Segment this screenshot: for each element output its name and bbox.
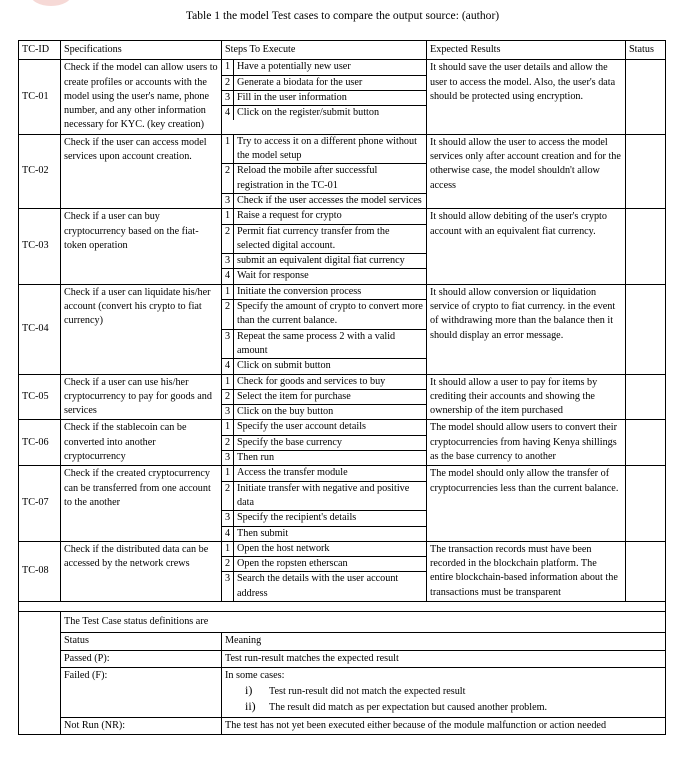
step-number: 3 xyxy=(222,511,234,526)
step-number: 1 xyxy=(222,285,234,300)
failed-intro: In some cases: xyxy=(225,669,285,681)
step-text: Access the transfer module xyxy=(234,466,427,481)
test-case-expected-result: It should allow a user to pay for items by crediting their accounts and showing the ownership of the item purchased xyxy=(427,374,626,420)
step-row xyxy=(222,481,426,511)
step-number: 2 xyxy=(222,481,234,511)
legend-cell xyxy=(61,611,666,734)
roman-numeral: ii) xyxy=(245,699,256,714)
test-case-status xyxy=(626,466,666,541)
step-text: Initiate the conversion process xyxy=(234,285,427,300)
step-row xyxy=(222,135,426,164)
header-expected-results: Expected Results xyxy=(427,41,626,60)
step-text: Specify the amount of crypto to convert more than the current balance. xyxy=(234,300,427,330)
step-text: Open the ropsten etherscan xyxy=(234,557,427,572)
step-row xyxy=(222,451,426,466)
step-text: Check if the user accesses the model services xyxy=(237,194,422,206)
steps-list xyxy=(222,60,426,120)
step-row xyxy=(222,375,426,390)
test-case-steps xyxy=(222,466,427,541)
spacer-row xyxy=(19,601,666,611)
step-number: 3 xyxy=(222,329,234,359)
test-case-id: TC-03 xyxy=(19,209,61,284)
step-text: Generate a biodata for the user xyxy=(234,75,427,90)
step-row xyxy=(222,420,426,435)
test-case-id: TC-02 xyxy=(19,134,61,208)
legend-row xyxy=(19,611,666,734)
step-row xyxy=(222,224,426,254)
test-case-steps xyxy=(222,541,427,601)
status-header-row xyxy=(61,633,665,650)
step-text: Have a potentially new user xyxy=(234,60,427,75)
step-number: 1 xyxy=(222,209,234,224)
test-case-status xyxy=(626,374,666,420)
steps-list xyxy=(222,135,426,208)
step-number: 3 xyxy=(222,451,234,466)
header-steps: Steps To Execute xyxy=(222,41,427,60)
step-row xyxy=(222,329,426,359)
status-row-passed xyxy=(61,650,665,667)
table-header-row xyxy=(19,41,666,60)
test-case-steps xyxy=(222,374,427,420)
table-row xyxy=(19,284,666,374)
test-case-specification: Check if the created cryptocurrency can be transferred from one account to the another xyxy=(61,466,222,541)
test-case-expected-result: The transaction records must have been recorded in the blockchain platform. The entire blockchain-based information about the transactions must be transparent xyxy=(427,541,626,601)
step-number: 1 xyxy=(222,375,234,390)
decorative-corner-mark xyxy=(30,0,72,6)
status-row-failed xyxy=(61,667,665,717)
test-case-specification: Check if the model can allow users to create profiles or accounts with the model using the user's name, phone number, and any other information necessary for KYC. (key creation) xyxy=(61,60,222,134)
header-specifications: Specifications xyxy=(61,41,222,60)
step-text: Specify the user account details xyxy=(234,420,427,435)
step-row xyxy=(222,526,426,541)
step-text: Permit fiat currency transfer from the selected digital account. xyxy=(234,224,427,254)
step-row xyxy=(222,75,426,90)
test-case-specification: Check if a user can buy cryptocurrency based on the fiat-token operation xyxy=(61,209,222,284)
status-notrun-label: Not Run (NR): xyxy=(61,717,222,734)
test-case-id: TC-06 xyxy=(19,420,61,466)
test-case-status xyxy=(626,134,666,208)
step-text: Wait for response xyxy=(237,270,309,282)
step-row xyxy=(222,435,426,450)
table-row xyxy=(19,466,666,541)
step-text: Repeat the same process 2 with a valid amount xyxy=(234,329,427,359)
meaning-col-header: Meaning xyxy=(222,633,666,650)
step-number: 4 xyxy=(222,106,234,121)
test-case-status xyxy=(626,60,666,134)
step-number: 3 xyxy=(222,405,234,420)
test-case-specification: Check if the user can access model services upon account creation. xyxy=(61,134,222,208)
step-number: 4 xyxy=(222,269,234,284)
test-case-steps xyxy=(222,284,427,374)
roman-numeral: i) xyxy=(245,683,253,698)
status-passed-label: Passed (P): xyxy=(61,650,222,667)
failed-item-text: The result did match as per expectation but caused another problem. xyxy=(269,702,548,714)
step-number: 2 xyxy=(222,224,234,254)
step-number: 2 xyxy=(222,300,234,330)
test-case-id: TC-05 xyxy=(19,374,61,420)
step-number: 2 xyxy=(222,435,234,450)
step-text: Specify the base currency xyxy=(234,435,427,450)
step-row xyxy=(222,254,426,269)
steps-list xyxy=(222,466,426,540)
test-case-expected-result: The model should allow users to convert their cryptocurrencies from having Kenya shillings as the base currency to another xyxy=(427,420,626,466)
steps-list xyxy=(222,285,426,374)
step-number: 2 xyxy=(222,389,234,404)
status-definitions-table xyxy=(61,632,665,734)
table-row xyxy=(19,541,666,601)
step-row xyxy=(222,359,426,374)
step-number: 3 xyxy=(222,254,234,269)
step-row xyxy=(222,285,426,300)
step-row xyxy=(222,300,426,330)
step-number: 1 xyxy=(222,542,234,557)
step-row xyxy=(222,557,426,572)
test-case-id: TC-07 xyxy=(19,466,61,541)
test-case-steps xyxy=(222,420,427,466)
test-case-expected-result: It should allow the user to access the model services only after account creation and for the otherwise case, the model shouldn't allow access xyxy=(427,134,626,208)
step-text: Then run xyxy=(237,452,275,464)
status-col-header: Status xyxy=(61,633,222,650)
step-row xyxy=(222,90,426,105)
step-row xyxy=(222,193,426,208)
test-case-expected-result: It should allow conversion or liquidation service of crypto to fiat currency. in the event of withdrawing more than the balance then it should display an error message. xyxy=(427,284,626,374)
test-case-specification: Check if a user can use his/her cryptocurrency to pay for goods and services xyxy=(61,374,222,420)
step-number: 1 xyxy=(222,60,234,75)
header-status: Status xyxy=(626,41,666,60)
step-number: 1 xyxy=(222,135,234,164)
step-text: Raise a request for crypto xyxy=(234,209,427,224)
table-row xyxy=(19,420,666,466)
step-text: Try to access it on a different phone without the model setup xyxy=(234,135,427,164)
step-row xyxy=(222,572,426,601)
spacer-cell xyxy=(19,601,666,611)
steps-list xyxy=(222,375,426,420)
step-text: Search the details with the user account address xyxy=(237,573,399,599)
step-text: Initiate transfer with negative and positive data xyxy=(234,481,427,511)
steps-list xyxy=(222,542,426,601)
steps-list xyxy=(222,420,426,465)
step-row xyxy=(222,466,426,481)
step-text: Check for goods and services to buy xyxy=(234,375,427,390)
step-row xyxy=(222,209,426,224)
test-case-status xyxy=(626,420,666,466)
step-text: Click on the buy button xyxy=(237,406,334,418)
step-text: submit an equivalent digital fiat currency xyxy=(234,254,427,269)
step-row xyxy=(222,60,426,75)
test-case-specification: Check if a user can liquidate his/her account (convert his crypto to fiat currency) xyxy=(61,284,222,374)
step-number: 2 xyxy=(222,75,234,90)
table-row xyxy=(19,374,666,420)
test-case-specification: Check if the stablecoin can be converted into another cryptocurrency xyxy=(61,420,222,466)
step-row xyxy=(222,164,426,194)
test-case-steps xyxy=(222,209,427,284)
step-number: 1 xyxy=(222,420,234,435)
test-case-expected-result: The model should only allow the transfer of cryptocurrencies less than the current balance. xyxy=(427,466,626,541)
legend-intro: The Test Case status definitions are xyxy=(64,615,209,627)
status-passed-meaning: Test run-result matches the expected result xyxy=(222,650,666,667)
step-number: 2 xyxy=(222,557,234,572)
steps-list xyxy=(222,209,426,283)
step-number: 2 xyxy=(222,164,234,194)
step-row xyxy=(222,106,426,121)
test-case-id: TC-04 xyxy=(19,284,61,374)
step-row xyxy=(222,269,426,284)
step-number: 4 xyxy=(222,526,234,541)
step-row xyxy=(222,511,426,526)
status-failed-label: Failed (F): xyxy=(61,667,222,717)
table-row xyxy=(19,60,666,134)
step-text: Click on the register/submit button xyxy=(237,107,380,119)
step-text: Then submit xyxy=(237,527,289,539)
step-number: 3 xyxy=(222,90,234,105)
table-row xyxy=(19,134,666,208)
step-text: Reload the mobile after successful registration in the TC-01 xyxy=(234,164,427,194)
header-tc-id: TC-ID xyxy=(19,41,61,60)
test-case-steps xyxy=(222,134,427,208)
step-text: Select the item for purchase xyxy=(234,389,427,404)
step-number: 3 xyxy=(222,572,234,601)
step-text: Fill in the user information xyxy=(234,90,427,105)
table-row xyxy=(19,209,666,284)
table-caption: Table 1 the model Test cases to compare the output source: (author) xyxy=(185,9,500,22)
step-text: Click on submit button xyxy=(237,360,331,372)
step-row xyxy=(222,389,426,404)
test-case-status xyxy=(626,541,666,601)
test-case-expected-result: It should save the user details and allow the user to access the model. Also, the user's data should be protected using encryption. xyxy=(427,60,626,134)
test-case-specification: Check if the distributed data can be accessed by the network crews xyxy=(61,541,222,601)
status-row-not-run xyxy=(61,717,665,734)
test-cases-table xyxy=(18,40,666,735)
test-case-status xyxy=(626,209,666,284)
test-case-status xyxy=(626,284,666,374)
test-case-steps xyxy=(222,60,427,134)
step-text: Specify the recipient's details xyxy=(234,511,427,526)
failed-item xyxy=(225,699,662,715)
step-number: 1 xyxy=(222,466,234,481)
test-case-expected-result: It should allow debiting of the user's crypto account with an equivalent fiat currency. xyxy=(427,209,626,284)
step-row xyxy=(222,542,426,557)
test-case-id: TC-08 xyxy=(19,541,61,601)
legend-blank-cell xyxy=(19,611,61,734)
step-row xyxy=(222,405,426,420)
step-number: 4 xyxy=(222,359,234,374)
status-failed-meaning xyxy=(222,667,666,717)
status-notrun-meaning: The test has not yet been executed either because of the module malfunction or action needed xyxy=(222,717,666,734)
step-text: Open the host network xyxy=(234,542,427,557)
step-number: 3 xyxy=(222,193,234,208)
failed-item xyxy=(225,683,662,699)
test-case-id: TC-01 xyxy=(19,60,61,134)
failed-item-text: Test run-result did not match the expected result xyxy=(269,686,466,698)
